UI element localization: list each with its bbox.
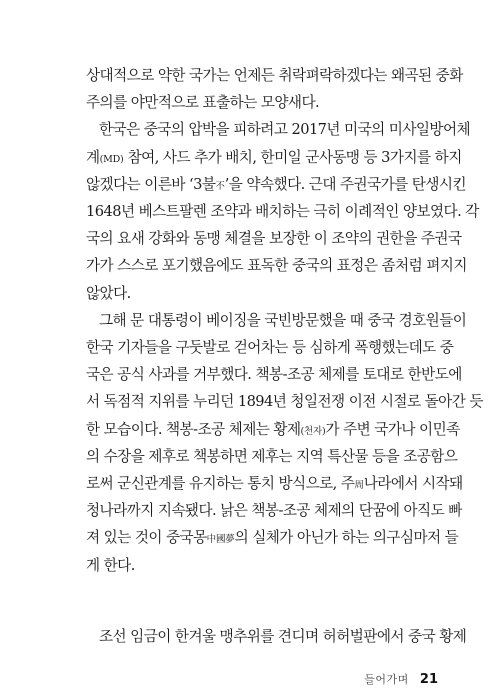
text-run: 한국은 중국의 압박을 피하려고 2017년 미국의 미사일방어체 [99, 121, 471, 139]
text-line [86, 525, 459, 551]
annotation-text: (MD) [99, 153, 124, 165]
text-line [86, 498, 462, 524]
text-line [99, 117, 471, 143]
text-run: 국의 요새 강화와 동맹 체결을 보장한 이 조약의 권한을 주권국 [86, 230, 462, 248]
page-number: 21 [419, 672, 438, 687]
text-run: 계 [86, 148, 100, 166]
text-run: 의 실체가 아닌가 하는 의구심마저 들 [234, 529, 459, 547]
text-line [86, 90, 319, 116]
text-line [99, 624, 467, 650]
text-run: 않겠다는 이른바 ‘3불 [86, 175, 216, 193]
text-line [86, 444, 458, 470]
text-line [86, 172, 466, 198]
text-line [86, 63, 463, 89]
text-line [86, 226, 462, 252]
text-line [86, 417, 460, 443]
text-run: 않았다. [86, 284, 131, 302]
text-run: 로써 군신관계를 유지하는 통치 방식으로, 주 [86, 475, 355, 492]
text-line [86, 389, 483, 415]
text-line [86, 471, 463, 497]
text-line [86, 281, 131, 307]
text-line [86, 253, 467, 279]
text-run: 져 있는 것이 중국몽 [86, 529, 207, 547]
page-footer [0, 668, 438, 687]
annotation-text: 不 [215, 180, 225, 192]
text-line [86, 199, 479, 225]
text-run: 나라에서 시작돼 [363, 475, 463, 492]
text-run: 가가 스스로 포기했음에도 표독한 중국의 표정은 좀처럼 펴지지 [86, 257, 467, 275]
text-run: ’을 약속했다. 근대 주권국가를 탄생시킨 [224, 175, 466, 193]
text-run: 가 주변 국가나 이민족 [325, 420, 460, 438]
text-run: 그해 문 대통령이 베이징을 국빈방문했을 때 중국 경호원들이 [99, 311, 467, 329]
annotation-text: 周 [354, 480, 364, 491]
annotation-text: (천자) [300, 425, 326, 437]
text-line [86, 553, 135, 579]
text-run: 조선 임금이 한겨울 맹추위를 견디며 허허벌판에서 중국 황제 [99, 627, 467, 645]
text-run: 청나라까지 지속됐다. 낡은 책봉-조공 체제의 단꿈에 아직도 빠 [86, 502, 462, 520]
text-run: 참여, 사드 추가 배치, 한미일 군사동맹 등 3가지를 하지 [123, 148, 462, 166]
running-head: 들어가며 [364, 673, 409, 686]
text-run: 한 모습이다. 책봉-조공 체제는 황제 [86, 420, 301, 438]
text-run: 의 수장을 제후로 책봉하면 제후는 지역 특산물 등을 조공함으 [86, 447, 458, 465]
text-run: 한국 기자들을 구둣발로 걷어차는 등 심하게 폭행했는데도 중 [86, 339, 454, 356]
annotation-text: 中國夢 [206, 534, 235, 546]
text-run: 국은 공식 사과를 거부했다. 책봉-조공 체제를 토대로 한반도에 [86, 366, 462, 384]
text-run: 상대적으로 약한 국가는 언제든 취락펴락하겠다는 왜곡된 중화 [86, 67, 463, 84]
text-line [86, 145, 462, 171]
text-run: 1648년 베스트팔렌 조약과 배치하는 극히 이례적인 양보였다. 각 [86, 203, 479, 220]
text-line [99, 308, 467, 334]
text-run: 서 독점적 지위를 누리던 1894년 청일전쟁 이전 시절로 돌아간 듯 [86, 393, 483, 411]
text-line [86, 362, 462, 388]
text-run: 게 한다. [86, 556, 135, 574]
text-run: 주의를 야만적으로 표출하는 모양새다. [86, 94, 320, 112]
text-line [86, 335, 454, 361]
